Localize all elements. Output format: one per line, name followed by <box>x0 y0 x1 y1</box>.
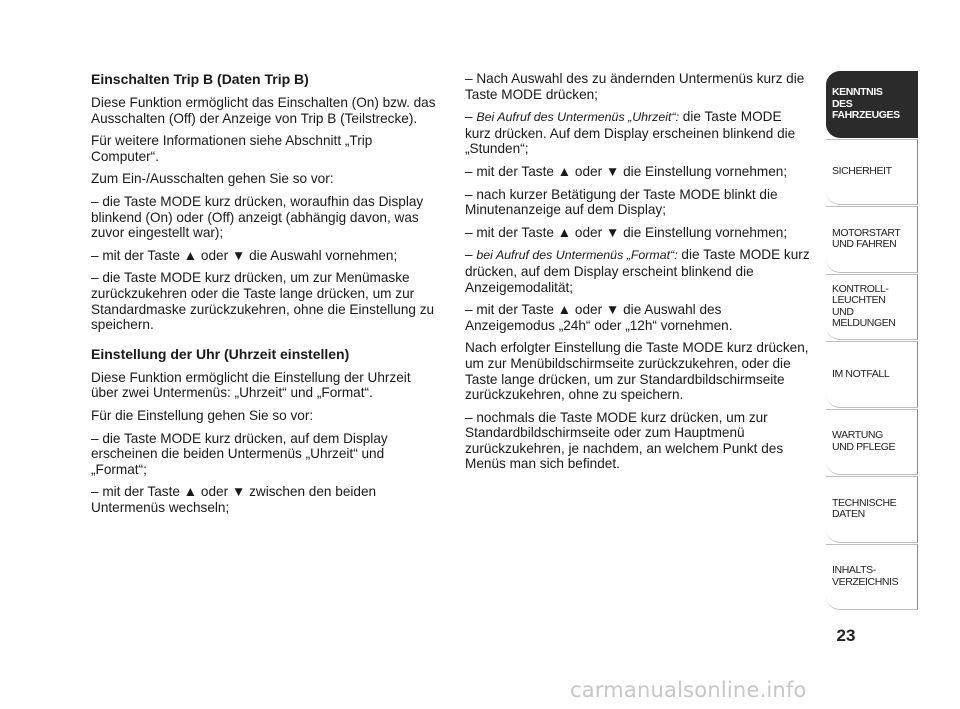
tab-motorstart-und-fahren[interactable]: MOTORSTART UND FAHREN <box>826 206 918 273</box>
paragraph <box>465 247 810 295</box>
paragraph: – mit der Taste ▲ oder ▼ die Auswahl vornehmen; <box>91 247 398 263</box>
tab-im-notfall[interactable]: IM NOTFALL <box>826 341 918 408</box>
tab-kontrollleuchten-und-meldungen[interactable]: KONTROLL- LEUCHTEN UND MELDUNGEN <box>826 274 918 341</box>
paragraph: Diese Funktion ermöglicht die Einstellung der Uhrzeit über zwei Untermenüs: „Uhrzeit“ und „Format“. <box>91 369 411 401</box>
paragraph: Diese Funktion ermöglicht das Einschalten (On) bzw. das Ausschalten (Off) der Anzeige von Trip B (Teilstrecke). <box>91 95 436 126</box>
text-run: die Taste MODE kurz drücken. Auf dem Display erscheinen blinkend die „Stunden“; <box>465 109 796 157</box>
paragraph: – die Taste MODE kurz drücken, woraufhin das Display blinkend (On) oder (Off) anzeigt (abhängig davon, was zuvor eingestellt war); <box>91 193 424 241</box>
italic-phrase: Bei Aufruf des Untermenüs „Uhrzeit“: <box>476 110 680 125</box>
page-number: 23 <box>836 626 856 645</box>
left-column <box>91 71 436 522</box>
paragraph: – nach kurzer Betätigung der Taste MODE blinkt die Minutenanzeige auf dem Display; <box>465 186 778 218</box>
tab-kenntnis-des-fahrzeuges[interactable]: KENNTNIS DES FAHRZEUGES <box>826 71 918 138</box>
paragraph: Nach erfolgter Einstellung die Taste MODE kurz drücken, um zur Menübildschirmseite zurückzukehren, oder die Taste lange drücken, um zur Standardbildschirmseite zurückzukehren, ohne zu speichern. <box>465 340 809 403</box>
paragraph: Für weitere Informationen siehe Abschnitt „Trip Computer“. <box>91 133 373 164</box>
dash: – <box>465 109 477 125</box>
paragraph: – die Taste MODE kurz drücken, auf dem Display erscheinen die beiden Untermenüs „Uhrzeit“ und „Format“; <box>91 430 388 477</box>
paragraph: – mit der Taste ▲ oder ▼ die Auswahl des Anzeigemodus „24h“ oder „12h“ vornehmen. <box>465 302 733 333</box>
chapter-tabs <box>826 71 918 611</box>
tab-inhaltsverzeichnis[interactable]: INHALTS- VERZEICHNIS <box>826 544 918 611</box>
right-column <box>465 71 810 479</box>
paragraph: – mit der Taste ▲ oder ▼ zwischen den beiden Untermenüs wechseln; <box>91 484 377 515</box>
paragraph: – nochmals die Taste MODE kurz drücken, um zur Standardbildschirmseite oder zum Hauptmenü zurückzukehren, je nachdem, an welchem Punkt des Menüs man sich befindet. <box>465 409 784 472</box>
italic-phrase: bei Aufruf des Untermenüs „Format“: <box>476 248 678 263</box>
section-heading-clock: Einstellung der Uhr (Uhrzeit einstellen) <box>91 345 350 362</box>
paragraph <box>465 109 810 157</box>
dash: – <box>465 247 477 263</box>
tab-technische-daten[interactable]: TECHNISCHE DATEN <box>826 476 918 543</box>
paragraph: – mit der Taste ▲ oder ▼ die Einstellung vornehmen; <box>465 163 788 179</box>
paragraph: Für die Einstellung gehen Sie so vor: <box>91 407 314 423</box>
paragraph: – Nach Auswahl des zu ändernden Untermenüs kurz die Taste MODE drücken; <box>465 71 805 102</box>
paragraph: Zum Ein-/Ausschalten gehen Sie so vor: <box>91 171 334 187</box>
text-run: die Taste MODE kurz drücken, auf dem Display erscheint blinkend die Anzeigemodalität; <box>465 247 810 295</box>
tab-wartung-und-pflege[interactable]: WARTUNG UND PFLEGE <box>826 409 918 476</box>
watermark: carmanualsonline.info <box>570 678 807 702</box>
paragraph: – die Taste MODE kurz drücken, um zur Menümaske zurückzukehren oder die Taste lange drücken, um zur Standardmaske zurückzukehren, ohne die Einstellung zu speichern. <box>91 270 435 333</box>
tab-sicherheit[interactable]: SICHERHEIT <box>826 139 918 206</box>
paragraph: – mit der Taste ▲ oder ▼ die Einstellung vornehmen; <box>465 224 788 240</box>
section-heading-trip-b: Einschalten Trip B (Daten Trip B) <box>91 71 309 87</box>
